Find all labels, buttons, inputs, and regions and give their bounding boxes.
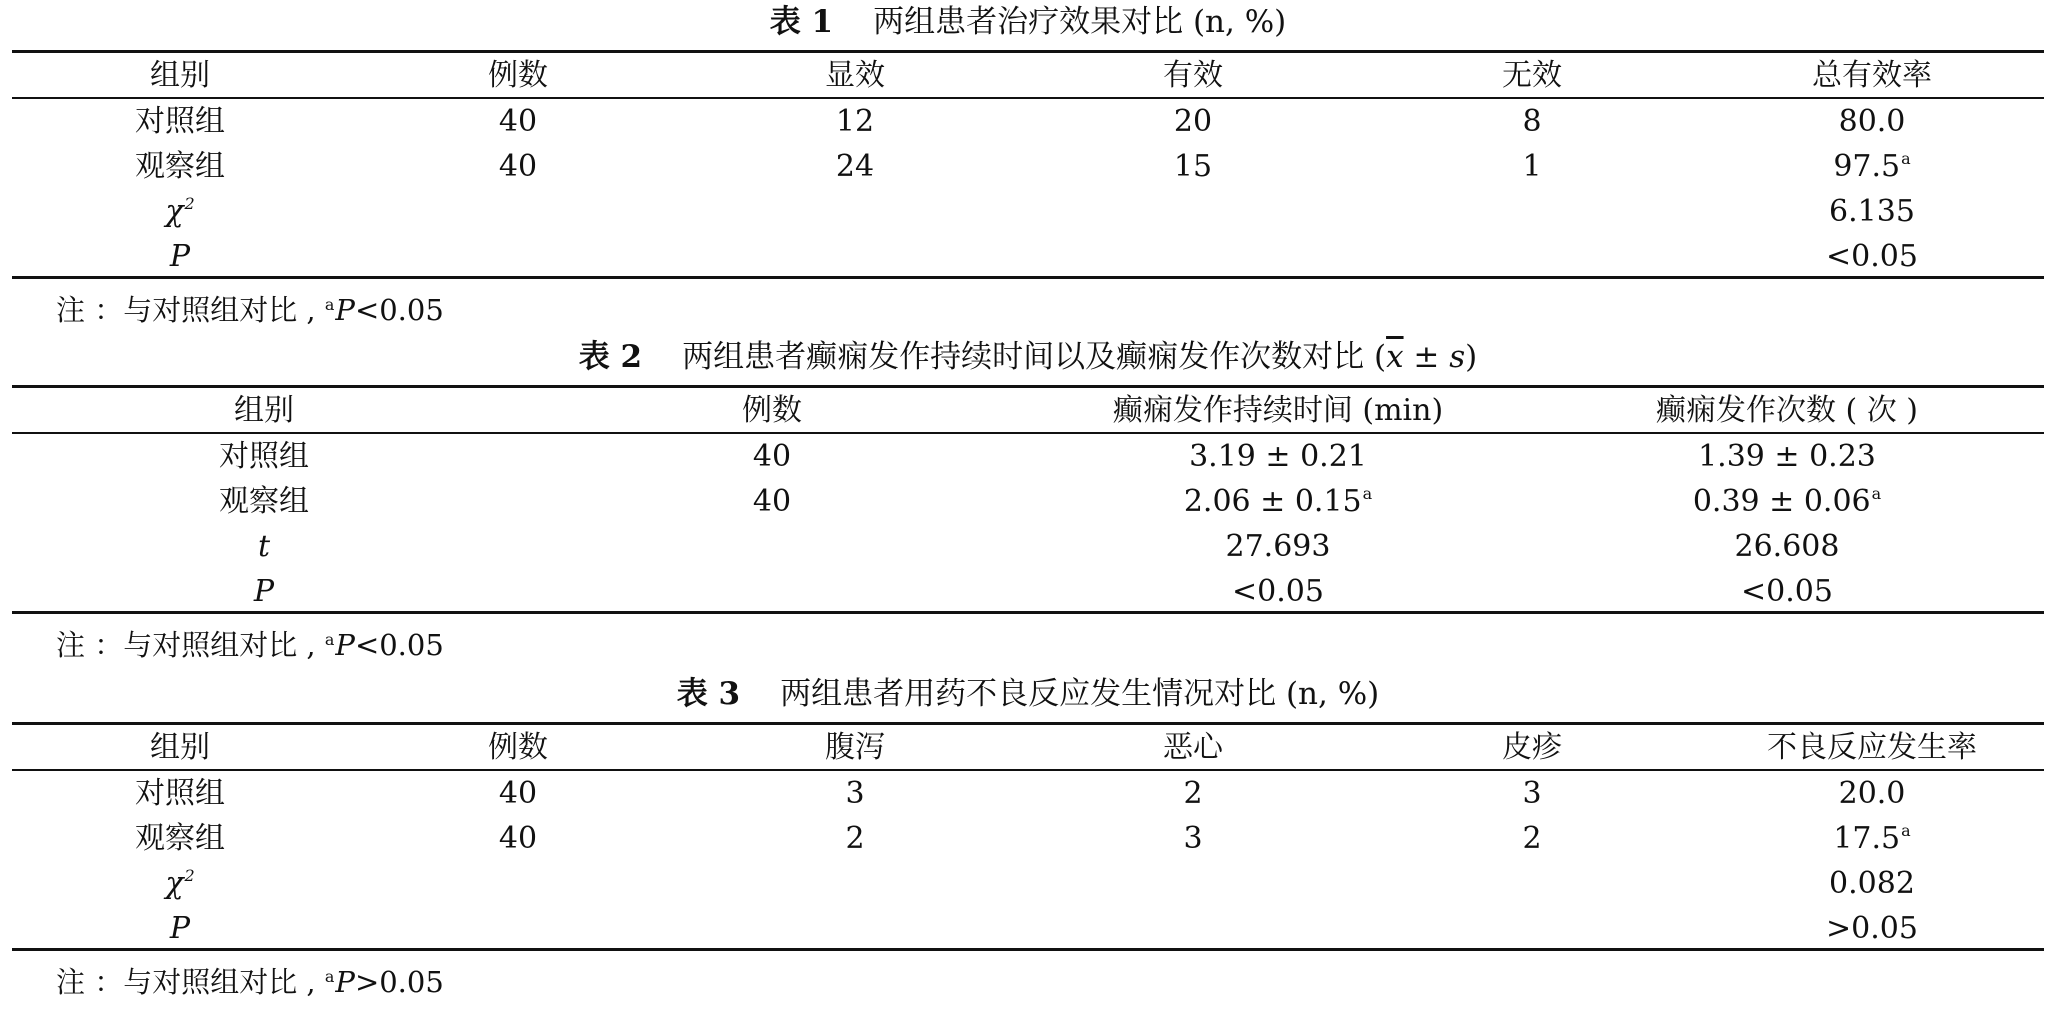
stat-value: >0.05 xyxy=(1826,911,1918,946)
table-3-number: 表 3 xyxy=(676,676,741,712)
stat-value: 27.693 xyxy=(1225,529,1331,564)
header-cell: 组别 xyxy=(234,393,294,428)
table-cell xyxy=(1184,479,1372,524)
table-cell: 8 xyxy=(1522,104,1542,139)
stat-value: 0.082 xyxy=(1829,866,1915,901)
header-cell: 例数 xyxy=(488,730,548,765)
table-cell: 40 xyxy=(752,439,792,474)
table-cell xyxy=(1833,816,1910,861)
table-cell: 24 xyxy=(835,149,875,184)
table-row xyxy=(12,144,2044,189)
stat-row-p xyxy=(12,569,2044,614)
table-3-header-row xyxy=(12,725,2044,770)
header-cell: 皮疹 xyxy=(1502,730,1562,765)
table-2-title-text: 两组患者癫痫发作持续时间以及癫痫发作次数对比 ( xyxy=(682,339,1387,375)
header-cell: 无效 xyxy=(1502,58,1562,93)
sd-symbol: s xyxy=(1449,339,1466,375)
chi-symbol: χ xyxy=(165,866,184,901)
note-comparison: <0.05 xyxy=(354,628,444,662)
stat-label xyxy=(165,861,194,906)
table-cell: 2 xyxy=(845,821,865,856)
table-row xyxy=(12,434,2044,479)
header-cell: 癫痫发作持续时间 (min) xyxy=(1112,393,1444,428)
note-marker: a xyxy=(324,295,335,314)
table-1 xyxy=(12,0,2044,330)
table-2-number: 表 2 xyxy=(578,339,643,375)
table-cell: 3 xyxy=(845,776,865,811)
table-row xyxy=(12,99,2044,144)
table-cell: 观察组 xyxy=(135,821,225,856)
table-row xyxy=(12,771,2044,816)
table-cell: 12 xyxy=(835,104,875,139)
table-cell: 观察组 xyxy=(135,149,225,184)
table-cell: 40 xyxy=(498,104,538,139)
header-cell: 例数 xyxy=(488,58,548,93)
table-cell-value: 0.39 ± 0.06 xyxy=(1692,484,1871,519)
table-1-header-row xyxy=(12,53,2044,98)
table-cell: 3 xyxy=(1522,776,1542,811)
table-cell: 40 xyxy=(752,484,792,519)
table-2-bottom-rule xyxy=(12,611,2044,614)
table-cell: 20 xyxy=(1173,104,1213,139)
header-cell: 例数 xyxy=(742,393,802,428)
header-cell: 恶心 xyxy=(1163,730,1223,765)
table-cell: 对照组 xyxy=(135,104,225,139)
note-marker: a xyxy=(324,630,335,649)
table-cell xyxy=(1693,479,1881,524)
stat-value: 26.608 xyxy=(1734,529,1840,564)
table-cell: 40 xyxy=(498,149,538,184)
header-cell: 腹泻 xyxy=(825,730,885,765)
header-cell: 不良反应发生率 xyxy=(1767,730,1977,765)
note-p: P xyxy=(335,628,355,662)
table-2 xyxy=(12,335,2044,635)
note-text: 注 ：与对照组对比 , xyxy=(56,293,325,327)
table-cell: 2 xyxy=(1522,821,1542,856)
chi-symbol: χ xyxy=(165,194,184,229)
table-3 xyxy=(12,672,2044,972)
table-3-title xyxy=(12,674,2044,714)
table-cell: 3 xyxy=(1183,821,1203,856)
table-3-bottom-rule xyxy=(12,948,2044,951)
table-cell xyxy=(1833,144,1910,189)
note-text: 注 ：与对照组对比 , xyxy=(56,965,325,999)
header-cell: 癫痫发作次数 ( 次 ) xyxy=(1655,393,1919,428)
table-row xyxy=(12,816,2044,861)
table-2-note xyxy=(56,625,444,665)
table-3-title-text: 两组患者用药不良反应发生情况对比 (n, %) xyxy=(780,676,1380,712)
table-cell-value: 2.06 ± 0.15 xyxy=(1183,484,1362,519)
table-cell: 对照组 xyxy=(219,439,309,474)
header-cell: 组别 xyxy=(150,730,210,765)
stat-label: P xyxy=(169,239,191,274)
mean-symbol: $\overline{x}$ xyxy=(1386,339,1404,375)
table-1-note xyxy=(56,290,444,330)
table-cell: 1 xyxy=(1522,149,1542,184)
stat-label: P xyxy=(169,911,191,946)
significance-marker: a xyxy=(1901,149,1911,168)
chi-exponent: 2 xyxy=(184,866,195,885)
table-cell: 15 xyxy=(1173,149,1213,184)
table-cell: 对照组 xyxy=(135,776,225,811)
stat-row-p xyxy=(12,906,2044,951)
chi-exponent: 2 xyxy=(184,194,195,213)
note-p: P xyxy=(335,293,355,327)
header-cell: 显效 xyxy=(825,58,885,93)
table-cell-value: 97.5 xyxy=(1833,149,1901,184)
stat-value: <0.05 xyxy=(1232,574,1324,609)
header-cell: 总有效率 xyxy=(1812,58,1932,93)
table-cell: 20.0 xyxy=(1838,776,1906,811)
significance-marker: a xyxy=(1871,484,1882,503)
header-cell: 有效 xyxy=(1163,58,1223,93)
stat-row-chi-square xyxy=(12,189,2044,234)
significance-marker: a xyxy=(1901,821,1911,840)
stat-row-chi-square xyxy=(12,861,2044,906)
table-cell: 观察组 xyxy=(219,484,309,519)
note-comparison: >0.05 xyxy=(354,965,444,999)
table-1-bottom-rule xyxy=(12,276,2044,279)
note-marker: a xyxy=(324,967,335,986)
stat-value: <0.05 xyxy=(1741,574,1833,609)
stat-value: <0.05 xyxy=(1826,239,1918,274)
table-2-header-row xyxy=(12,388,2044,433)
table-1-title-text: 两组患者治疗效果对比 (n, %) xyxy=(873,4,1287,40)
significance-marker: a xyxy=(1362,484,1373,503)
table-row xyxy=(12,479,2044,524)
note-p: P xyxy=(335,965,355,999)
table-cell: 40 xyxy=(498,776,538,811)
table-2-title xyxy=(12,337,2044,377)
stat-row-p xyxy=(12,234,2044,279)
stat-label: t xyxy=(257,529,271,564)
table-1-number: 表 1 xyxy=(769,4,834,40)
table-cell-value: 17.5 xyxy=(1833,821,1901,856)
header-cell: 组别 xyxy=(150,58,210,93)
table-cell: 1.39 ± 0.23 xyxy=(1698,439,1876,474)
note-text: 注 ：与对照组对比 , xyxy=(56,628,325,662)
stat-label: P xyxy=(253,574,275,609)
table-cell: 2 xyxy=(1183,776,1203,811)
table-cell: 80.0 xyxy=(1838,104,1906,139)
table-cell: 40 xyxy=(498,821,538,856)
note-comparison: <0.05 xyxy=(354,293,444,327)
table-3-note xyxy=(56,962,444,1002)
table-cell: 3.19 ± 0.21 xyxy=(1189,439,1367,474)
stat-value: 6.135 xyxy=(1829,194,1915,229)
plus-minus: ± xyxy=(1403,339,1450,375)
table-1-title xyxy=(12,2,2044,42)
title-close: ) xyxy=(1465,339,1478,375)
stat-label xyxy=(165,189,194,234)
stat-row-t xyxy=(12,524,2044,569)
